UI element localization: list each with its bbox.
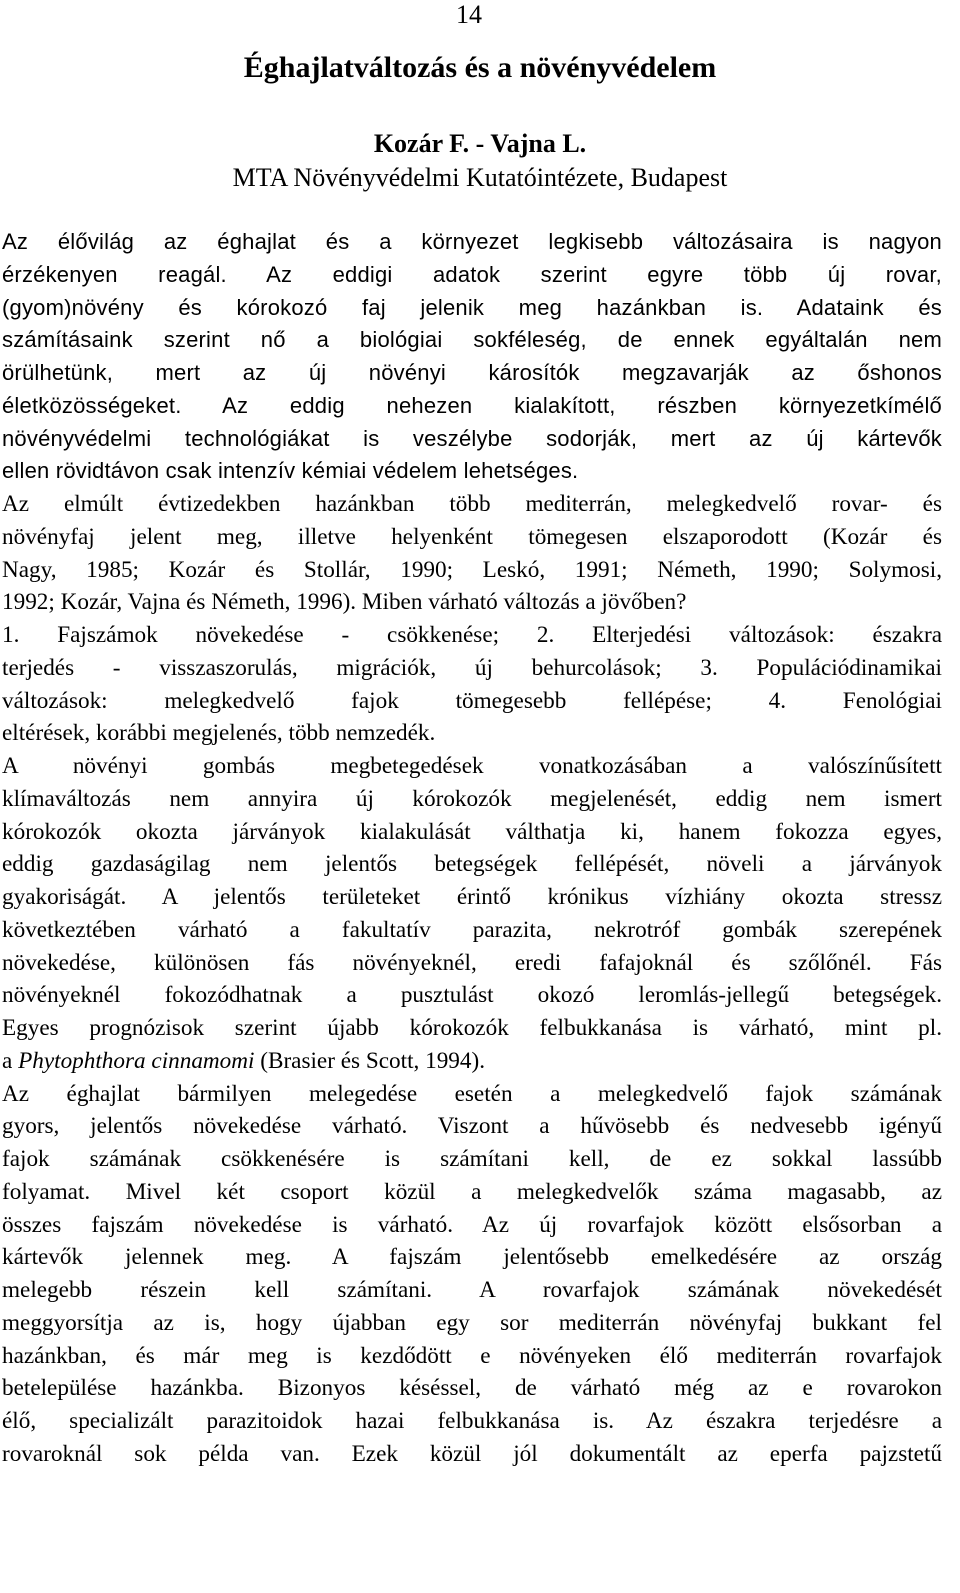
text-line: növényvédelmi technológiákat is veszélybe sodorják, mert az új kártevők [2, 425, 942, 451]
text-line: növényfaj jelent meg, illetve helyenként tömegesen elszaporodott (Kozár és [2, 523, 942, 550]
body-text [2, 226, 942, 1471]
text-line: fajok számának csökkenésére is számítani kell, de ez sokkal lassúbb [2, 1146, 942, 1172]
authors: Kozár F. - Vajna L. [373, 129, 587, 158]
page-title: Éghajlatváltozás és a növényvédelem [243, 51, 717, 84]
text-line: örülhetünk, mert az új növényi károsítók megzavarják az őshonos [2, 360, 942, 385]
text-line: A növényi gombás megbetegedések vonatkozásában a valószínűsített [2, 753, 942, 779]
text-line: betelepülése hazánkba. Bizonyos késéssel, de várható még az e rovarokon [2, 1375, 942, 1402]
text-line-with-species [2, 1045, 942, 1078]
text-line: 1. Fajszámok növekedése - csökkenése; 2. Elterjedési változások: északra [2, 622, 942, 648]
text-line: Egyes prognózisok szerint újabb kórokozók felbukkanása is várható, mint pl. [2, 1015, 942, 1041]
text-line: ellen rövidtávon csak intenzív kémiai védelem lehetséges. [2, 458, 579, 484]
text-line: érzékenyen reagál. Az eddigi adatok szerint egyre több új rovar, [2, 261, 942, 287]
text-line: Az élővilág az éghajlat és a környezet legkisebb változásaira is nagyon [2, 229, 942, 254]
text-line: Az éghajlat bármilyen melegedése esetén a melegkedvelő fajok számának [2, 1080, 942, 1107]
text-line: eddig gazdaságilag nem jelentős betegségek fellépését, növeli a járványok [2, 851, 942, 878]
text-line: Nagy, 1985; Kozár és Stollár, 1990; Leskó, 1991; Németh, 1990; Solymosi, [2, 556, 942, 583]
paragraph-3 [2, 750, 942, 1078]
text-line: rovaroknál sok példa van. Ezek közül jól dokumentált az eperfa pajzstetű [2, 1440, 942, 1467]
text-line: hazánkban, és már meg is kezdődött e növényeken élő mediterrán rovarfajok [2, 1342, 942, 1369]
paragraph-2 [2, 488, 942, 750]
institute: MTA Növényvédelmi Kutatóintézete, Budapest [232, 163, 728, 192]
species-name: Phytophthora cinnamomi [18, 1047, 255, 1074]
page-number: 14 [456, 0, 482, 29]
paragraph-1 [2, 226, 942, 488]
text-line: Az elmúlt évtizedekben hazánkban több mediterrán, melegkedvelő rovar- és [2, 491, 942, 517]
text-line: számításaink szerint nő a biológiai sokféleség, de ennek egyáltalán nem [2, 327, 942, 353]
text-line: összes fajszám növekedése is várható. Az új rovarfajok között elsősorban a [2, 1211, 942, 1238]
text-line: gyakoriságát. A jelentős területeket érintő krónikus vízhiány okozta stressz [2, 884, 942, 910]
text-line: változások: melegkedvelő fajok tömegesebb fellépése; 4. Fenológiai [2, 687, 942, 714]
text-line: növekedése, különösen fás növényeknél, eredi fafajoknál és szőlőnél. Fás [2, 949, 942, 976]
text-line: meggyorsítja az is, hogy újabban egy sor mediterrán növényfaj bukkant fel [2, 1309, 942, 1336]
text-line: életközösségeket. Az eddig nehezen kialakított, részben környezetkímélő [2, 392, 942, 418]
text-fragment: (Brasier és Scott, 1994). [254, 1047, 485, 1074]
text-line: eltérések, korábbi megjelenés, több nemzedék. [2, 720, 436, 747]
text-line: klímaváltozás nem annyira új kórokozók megjelenését, eddig nem ismert [2, 785, 942, 812]
text-line: növényeknél fokozódhatnak a pusztulást okozó leromlás-jellegű betegségek. [2, 982, 942, 1009]
text-line: melegebb részein kell számítani. A rovarfajok számának növekedését [2, 1277, 942, 1303]
text-line: folyamat. Mivel két csoport közül a melegkedvelők száma magasabb, az [2, 1178, 942, 1205]
text-fragment: a [2, 1047, 19, 1074]
text-line: (gyom)növény és kórokozó faj jelenik meg hazánkban is. Adataink és [2, 294, 942, 320]
text-line: terjedés - visszaszorulás, migrációk, új behurcolások; 3. Populációdinamikai [2, 654, 942, 681]
text-line: kártevők jelennek meg. A fajszám jelentősebb emelkedésére az ország [2, 1244, 942, 1271]
text-line: élő, specializált parazitoidok hazai felbukkanása is. Az északra terjedésre a [2, 1408, 942, 1434]
text-line: következtében várható a fakultatív parazita, nekrotróf gombák szerepének [2, 916, 942, 943]
text-line: 1992; Kozár, Vajna és Németh, 1996). Miben várható változás a jövőben? [2, 589, 687, 616]
text-line: kórokozók okozta járványok kialakulását válthatja ki, hanem fokozza egyes, [2, 818, 942, 845]
text-line: gyors, jelentős növekedése várható. Viszont a hűvösebb és nedvesebb igényű [2, 1113, 942, 1140]
paragraph-4 [2, 1078, 942, 1471]
